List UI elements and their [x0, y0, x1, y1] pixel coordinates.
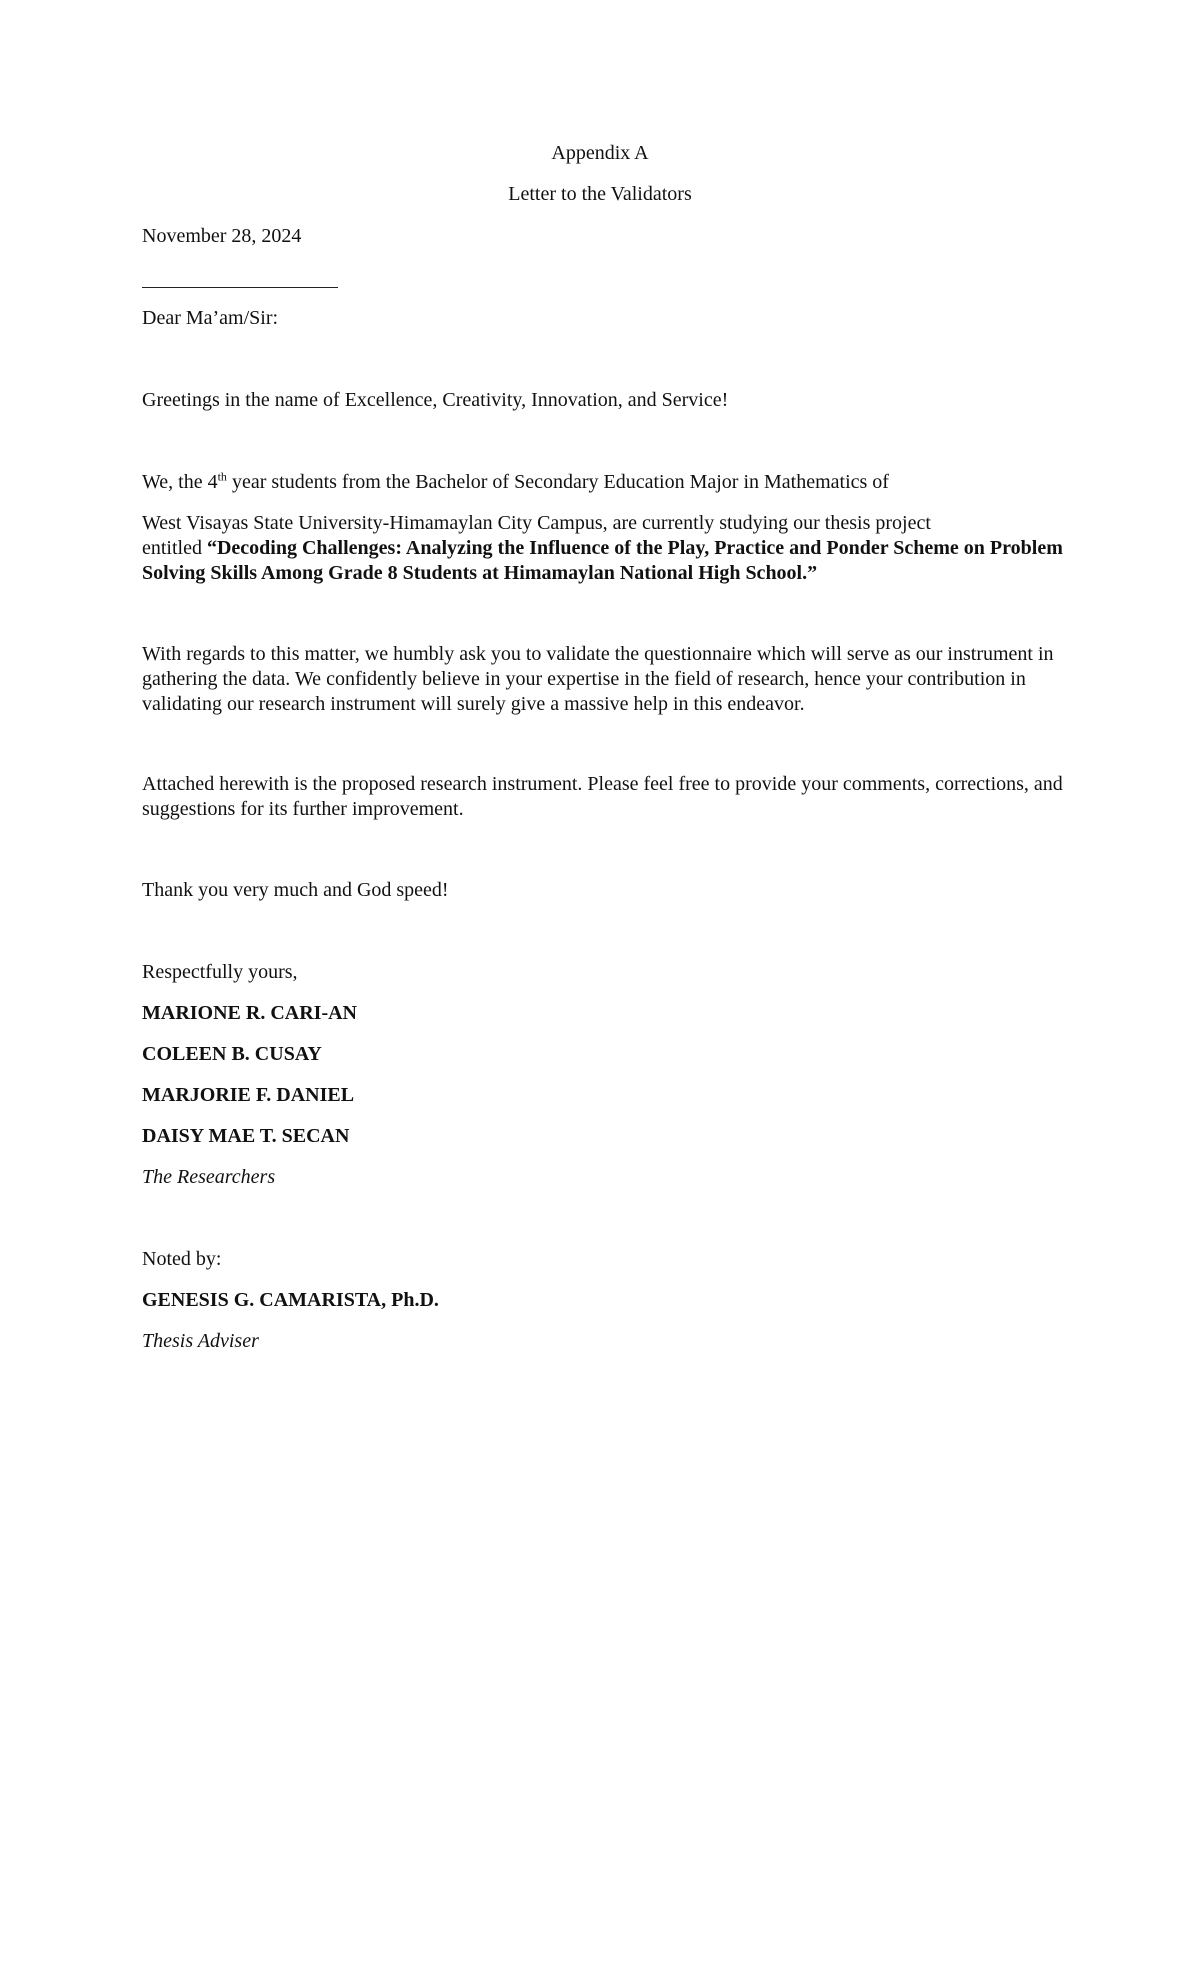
researcher-name: DAISY MAE T. SECAN: [142, 1125, 350, 1147]
intro-title-line: [142, 536, 1072, 586]
adviser-name: GENESIS G. CAMARISTA, Ph.D.: [142, 1289, 439, 1311]
closing-line: Respectfully yours,: [142, 961, 298, 983]
salutation: Dear Ma’am/Sir:: [142, 307, 279, 329]
intro-text-b: year students from the Bachelor of Secondary Education Major in Mathematics of: [226, 471, 889, 493]
researchers-role: The Researchers: [142, 1166, 276, 1188]
ordinal-suffix: th: [217, 469, 227, 484]
intro-line-1: [142, 470, 1072, 495]
entitled-prefix: entitled: [142, 537, 207, 559]
recipient-blank-line: [142, 287, 338, 288]
adviser-role: Thesis Adviser: [142, 1330, 259, 1352]
researcher-name: MARJORIE F. DANIEL: [142, 1084, 355, 1106]
researcher-name: COLEEN B. CUSAY: [142, 1043, 322, 1065]
greeting-line: Greetings in the name of Excellence, Creativity, Innovation, and Service!: [142, 389, 729, 411]
intro-paragraph: [142, 511, 1072, 586]
intro-line-2: West Visayas State University-Himamaylan City Campus, are currently studying our thesis project: [142, 512, 931, 534]
request-paragraph: With regards to this matter, we humbly ask you to validate the questionnaire which will serve as our instrument in gathering the data. We confidently believe in your expertise in the field of research, hence your contribution in validating our research instrument will surely give a massive help in this endeavor.: [142, 643, 1054, 715]
appendix-heading: Appendix A: [551, 142, 649, 164]
researcher-name: MARIONE R. CARI-AN: [142, 1002, 357, 1024]
intro-text-a: We, the 4: [142, 471, 218, 493]
letter-date: November 28, 2024: [142, 225, 302, 247]
attached-paragraph: Attached herewith is the proposed research instrument. Please feel free to provide your comments, corrections, and suggestions for its further improvement.: [142, 773, 1063, 820]
thanks-line: Thank you very much and God speed!: [142, 879, 449, 901]
letter-subtitle: Letter to the Validators: [508, 183, 692, 205]
thesis-title: “Decoding Challenges: Analyzing the Influence of the Play, Practice and Ponder Scheme on Problem Solving Skills Among Grade 8 Students at Himamaylan National High School.”: [142, 537, 1063, 584]
noted-by-label: Noted by:: [142, 1248, 222, 1270]
